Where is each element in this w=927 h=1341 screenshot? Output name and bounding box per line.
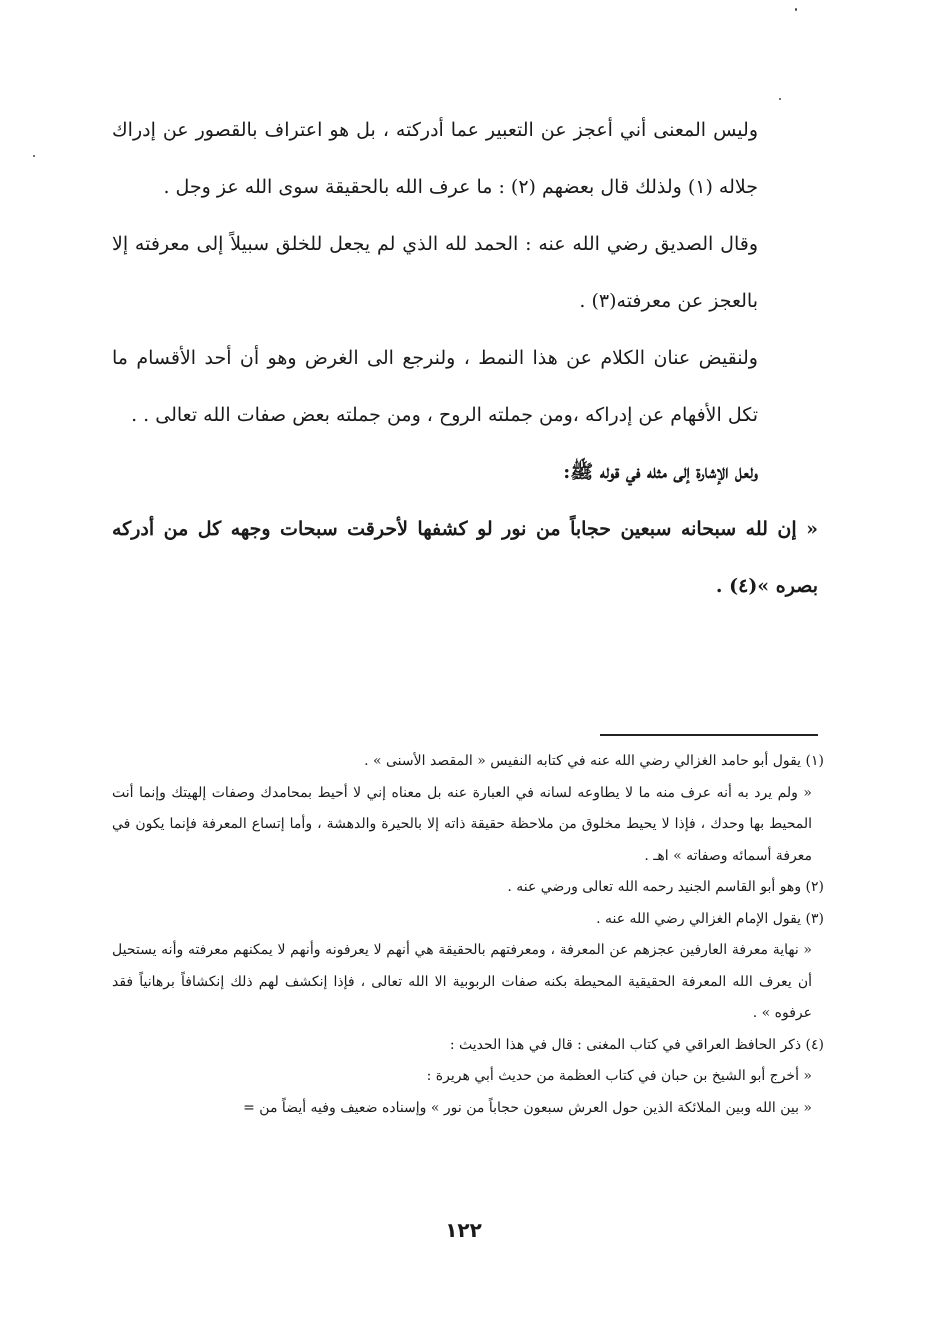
footnote-4-source: « أخرج أبو الشيخ بن حبان في كتاب العظمة من حديث أبي هريرة : (426, 1068, 812, 1084)
hadith-quote: « إن لله سبحانه سبعين حجاباً من نور لو كشفها لأحرقت سبحات وجهه كل من أدركه بصره »(٤) . (112, 518, 818, 597)
page-number: ١٢٢ (445, 1218, 482, 1242)
paragraph-2: وقال الصديق رضي الله عنه : الحمد لله الذي لم يجعل للخلق سبيلاً إلى معرفته إلا بالعجز عن معرفته(٣) . (112, 233, 758, 312)
footnote-4: (٤) ذكر الحافظ العراقي في كتاب المغنى : قال في هذا الحديث : (449, 1036, 824, 1053)
main-text-block (112, 102, 818, 615)
footnote-1: (١) يقول أبو حامد الغزالي رضي الله عنه في كتابه النفيس « المقصد الأسنى » . (364, 753, 824, 769)
paragraph-3: ولنقيض عنان الكلام عن هذا النمط ، ولنرجع الى الغرض وهو أن أحد الأقسام ما تكل الأفهام عن إدراكه ،ومن جملته الروح ، ومن جملته بعض صفات الله تعالى . . (112, 347, 758, 426)
footnotes-block (112, 746, 824, 1124)
paragraph-4: ولعل الإشارة إلى مثله في قوله ﷺ: (563, 461, 758, 483)
footnote-divider (600, 734, 818, 736)
footnote-4-hadith: « بين الله وبين الملائكة الذين حول العرش سبعون حجاباً من نور » وإسناده ضعيف وفيه أيضاً من = (243, 1099, 812, 1116)
footnote-1-quote: « ولم يرد به أنه عرف منه ما لا يطاوعه لسانه في العبارة عنه بل معناه إني لا أحيط بمحامدك وصفات إلهيتك وإنما أنت المحيط بها وحدك ، فإذا لا يحيط مخلوق من ملاحظة حقيقة ذاته إلا بالحيرة والدهشة ، وأما إتساع المعرفة فإنما يكون في معرفة أسمائه وصفاته » اهـ . (112, 784, 812, 864)
scan-speck (795, 8, 797, 11)
scan-speck (779, 98, 781, 100)
footnote-3-quote: « نهاية معرفة العارفين عجزهم عن المعرفة ، ومعرفتهم بالحقيقة هي أنهم لا يعرفونه وأنهم لا يمكنهم معرفته وأنه يستحيل أن يعرف الله المعرفة الحقيقية المحيطة بكنه صفات الربوبية الا الله تعالى ، فإذا إنكشف لهم ذلك إنكشافاً برهانياً فقد عرفوه » . (112, 942, 812, 1021)
scan-speck (33, 155, 35, 157)
footnote-2: (٢) وهو أبو القاسم الجنيد رحمه الله تعالى ورضي عنه . (507, 879, 824, 895)
footnote-3: (٣) يقول الإمام الغزالي رضي الله عنه . (596, 910, 824, 927)
paragraph-1: وليس المعنى أني أعجز عن التعبير عما أدركته ، بل هو اعتراف بالقصور عن إدراك جلاله (١) ولذلك قال بعضهم (٢) : ما عرف الله بالحقيقة سوى الله عز وجل . (112, 119, 758, 198)
